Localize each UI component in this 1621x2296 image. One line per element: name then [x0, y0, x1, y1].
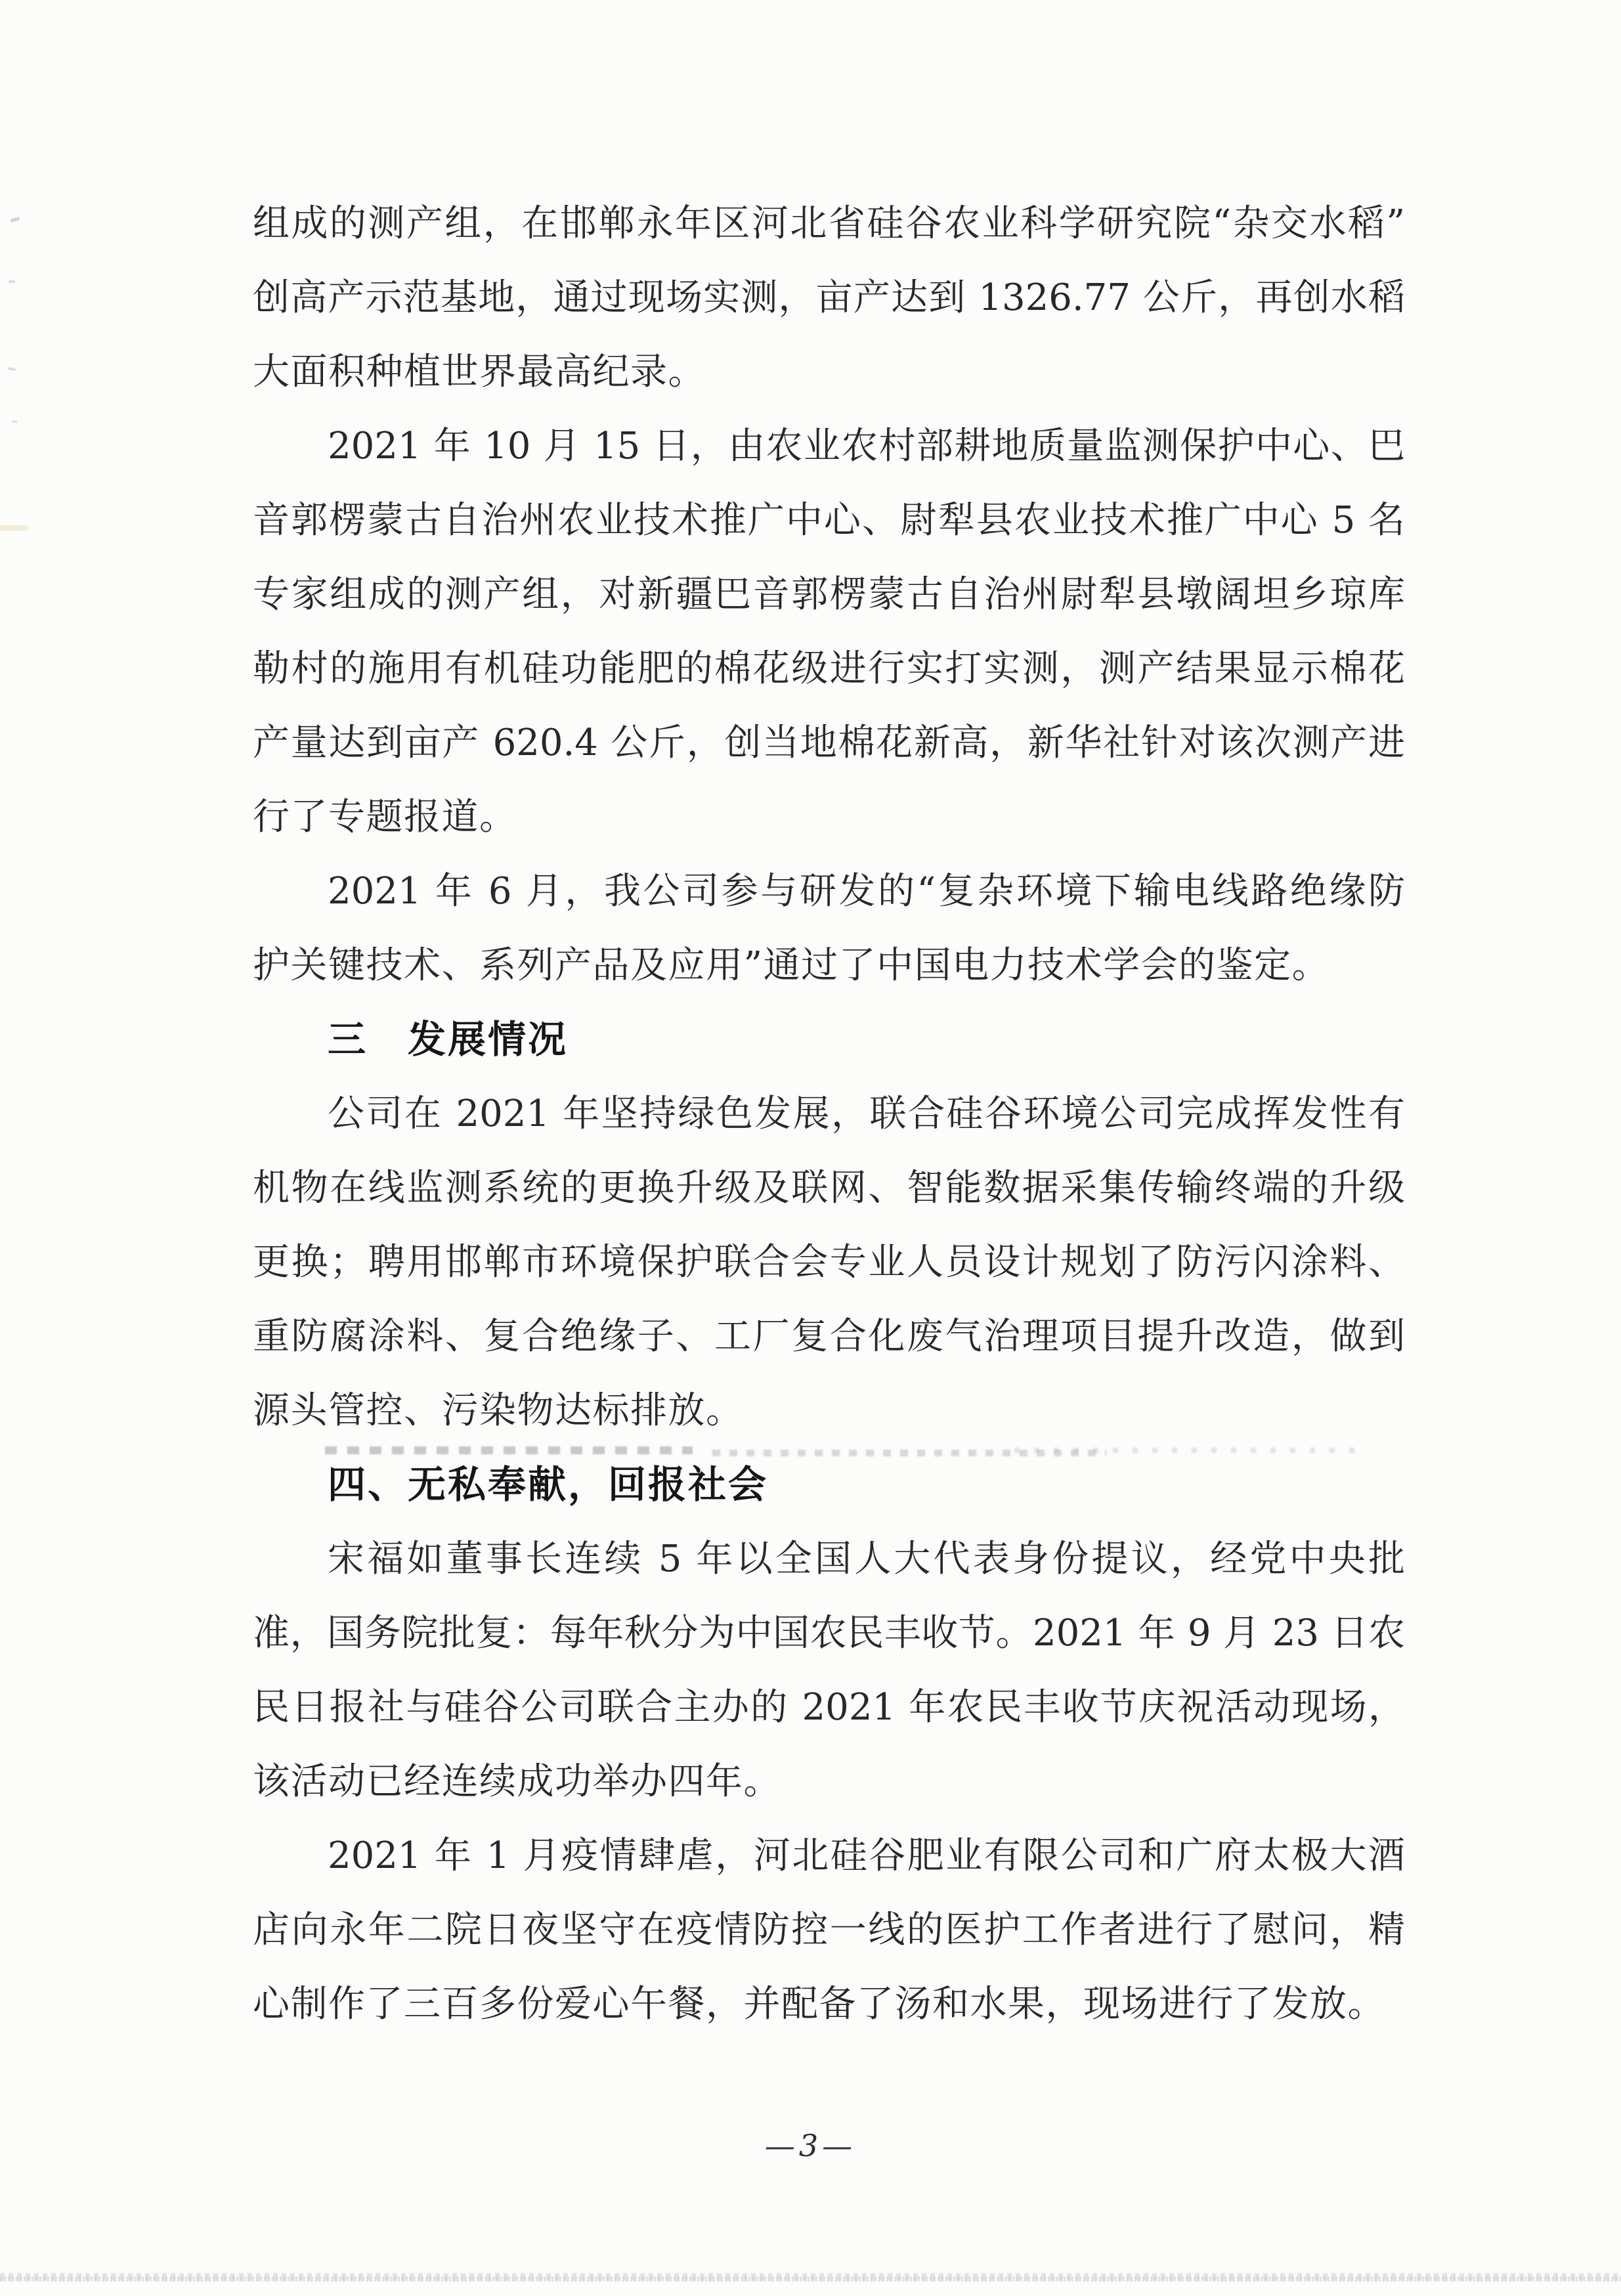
section-heading: 三 发展情况: [328, 1018, 569, 1061]
text-line: 源头管控、污染物达标排放。: [253, 1389, 744, 1432]
text-line: 2021 年 1 月疫情肆虐，河北硅谷肥业有限公司和广府太极大酒: [328, 1834, 1405, 1877]
text-line: 宋福如董事长连续 5 年以全国人大代表身份提议，经党中央批: [328, 1538, 1405, 1580]
document-body: [253, 186, 1405, 2041]
scan-noise-speck: [9, 280, 15, 283]
text-line: 公司在 2021 年坚持绿色发展，联合硅谷环境公司完成挥发性有: [328, 1093, 1405, 1135]
page-number: —3—: [764, 2128, 857, 2163]
text-line: 店向永年二院日夜坚守在疫情防控一线的医护工作者进行了慰问，精: [253, 1909, 1405, 1951]
text-line: 产量达到亩产 620.4 公斤，创当地棉花新高，新华社针对该次测产进: [253, 722, 1405, 764]
text-line: 重防腐涂料、复合绝缘子、工厂复合化废气治理项目提升改造，做到: [253, 1315, 1405, 1358]
text-line: 行了专题报道。: [253, 796, 517, 838]
scan-edge-noise: [0, 2270, 1621, 2284]
text-line: 创高产示范基地，通过现场实测，亩产达到 1326.77 公斤，再创水稻: [253, 276, 1405, 319]
text-line: 心制作了三百多份爱心午餐，并配备了汤和水果，现场进行了发放。: [253, 1983, 1385, 2025]
scan-artifact-ghost-line: [253, 1440, 1369, 1463]
text-line: 2021 年 10 月 15 日，由农业农村部耕地质量监测保护中心、巴: [328, 425, 1405, 467]
section-heading: 四、无私奉献，回报社会: [328, 1463, 769, 1506]
text-line: 大面积种植世界最高纪录。: [253, 351, 706, 393]
text-line: 专家组成的测产组，对新疆巴音郭楞蒙古自治州尉犁县墩阔坦乡琼库: [253, 573, 1405, 616]
text-line: 更换；聘用邯郸市环境保护联合会专业人员设计规划了防污闪涂料、: [253, 1241, 1405, 1284]
text-line: 2021 年 6 月，我公司参与研发的“复杂环境下输电线路绝缘防: [328, 870, 1405, 913]
text-line: 机物在线监测系统的更换升级及联网、智能数据采集传输终端的升级: [253, 1167, 1405, 1209]
scan-noise-speck: [11, 217, 20, 223]
text-line: 组成的测产组，在邯郸永年区河北省硅谷农业科学研究院“杂交水稻”: [253, 202, 1405, 245]
text-line: 音郭楞蒙古自治州农业技术推广中心、尉犁县农业技术推广中心 5 名: [253, 499, 1405, 542]
text-line: 准，国务院批复：每年秋分为中国农民丰收节。2021 年 9 月 23 日农: [253, 1612, 1405, 1655]
text-line: 护关键技术、系列产品及应用”通过了中国电力技术学会的鉴定。: [253, 944, 1330, 987]
scan-noise-speck: [8, 367, 16, 371]
text-line: 该活动已经连续成功举办四年。: [253, 1760, 781, 1803]
scan-noise-speck: [12, 420, 17, 423]
text-line: 勒村的施用有机硅功能肥的棉花级进行实打实测，测产结果显示棉花: [253, 647, 1405, 690]
scan-noise-speck: [0, 525, 28, 531]
text-line: 民日报社与硅谷公司联合主办的 2021 年农民丰收节庆祝活动现场，: [253, 1686, 1405, 1729]
